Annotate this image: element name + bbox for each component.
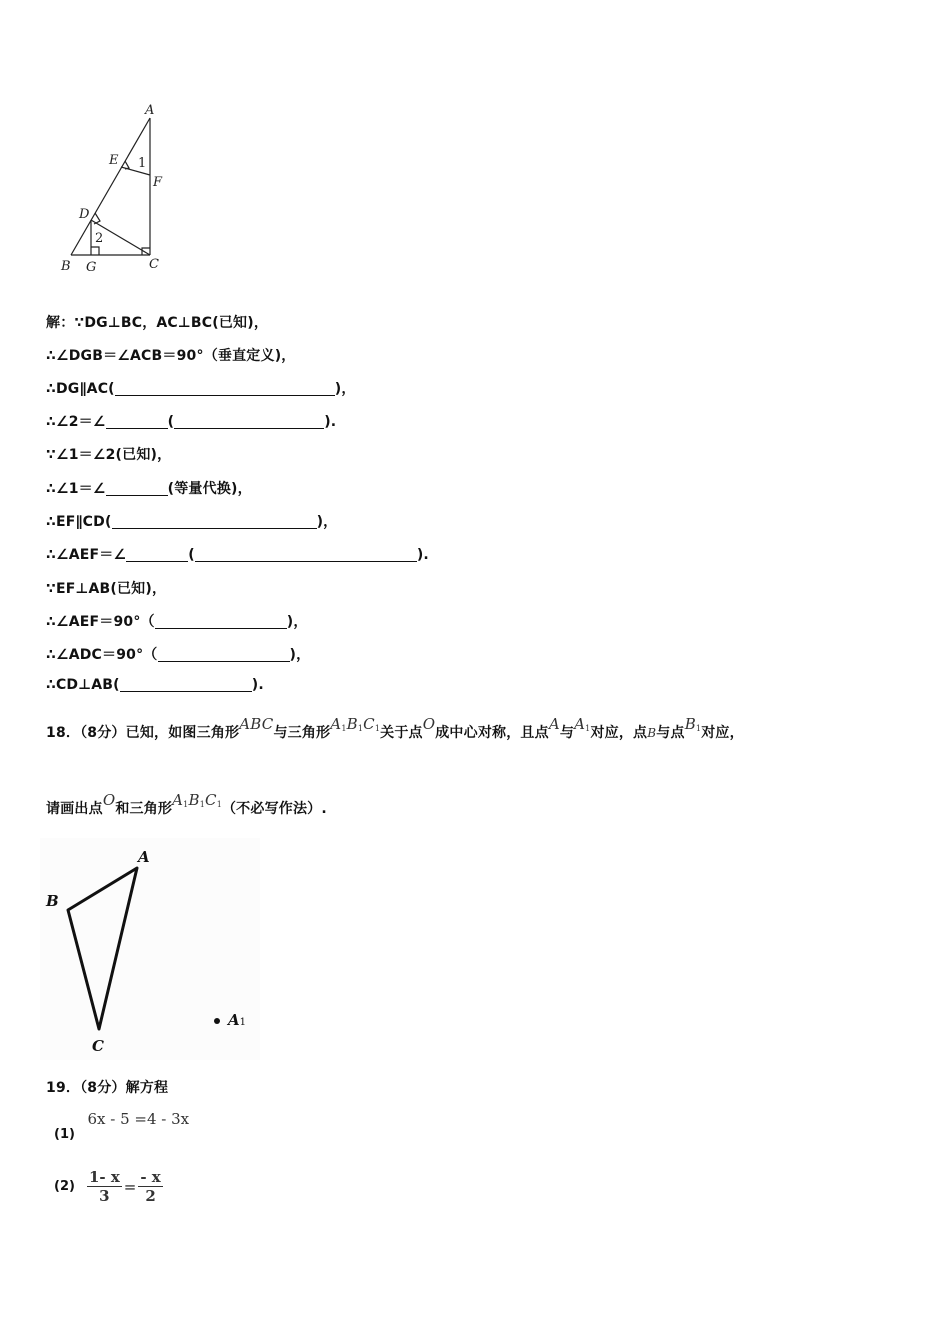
q19-title: 19．（8分）解方程 bbox=[46, 1080, 169, 1096]
proof-line-1: 解：∵DG⊥BC，AC⊥BC(已知)， bbox=[46, 315, 269, 331]
label-A: A bbox=[145, 103, 155, 118]
label-1: 1 bbox=[138, 156, 147, 171]
label-A: A bbox=[138, 848, 150, 866]
answer-blank[interactable] bbox=[158, 647, 290, 662]
label-B: B bbox=[46, 892, 59, 910]
label-G: G bbox=[86, 260, 97, 275]
proof-line-2: ∴∠DGB＝∠ACB＝90°（垂直定义)， bbox=[46, 348, 296, 364]
answer-blank[interactable] bbox=[174, 414, 324, 429]
answer-blank[interactable] bbox=[106, 481, 168, 496]
geometry-figure-1 bbox=[55, 100, 185, 280]
proof-line-4: ∴∠2＝∠ ( ). bbox=[46, 414, 337, 430]
label-A1: A1 bbox=[228, 1011, 247, 1029]
proof-line-9: ∵EF⊥AB(已知)， bbox=[46, 581, 167, 597]
part-label: (2) bbox=[54, 1179, 75, 1194]
proof-line-11: ∴∠ADC＝90°（ )， bbox=[46, 647, 311, 663]
label-2: 2 bbox=[95, 231, 104, 246]
q19-part-2: (2) $\frac{1- x}{3}$ = $\frac{- x}{2}$ bbox=[54, 1168, 161, 1205]
q18-text-line-1: 18．（8分）已知，如图三角形ABC与三角形$A_1B_1C_1$关于点O成中心对称，且点A与$A_1$对应，点B与点$B_1$对应， bbox=[46, 715, 744, 741]
answer-blank[interactable] bbox=[195, 547, 417, 562]
fraction-left: $\frac{1- x}{3}$ bbox=[88, 1168, 120, 1205]
label-C: C bbox=[149, 257, 159, 272]
label-D: D bbox=[79, 207, 90, 222]
answer-blank[interactable] bbox=[112, 514, 317, 529]
q19-part-1 bbox=[54, 1110, 190, 1142]
label-C: C bbox=[92, 1037, 104, 1055]
answer-blank[interactable] bbox=[120, 677, 252, 692]
answer-blank[interactable] bbox=[115, 381, 335, 396]
fraction-right: $\frac{- x}{2}$ bbox=[140, 1168, 161, 1205]
answer-blank[interactable] bbox=[126, 547, 188, 562]
q18-text-line-2: 请画出点O和三角形$A_1B_1C_1$（不必写作法）. bbox=[46, 791, 327, 817]
proof-line-3: ∴DG∥AC( )， bbox=[46, 381, 356, 397]
point-a1-dot bbox=[214, 1018, 220, 1024]
proof-line-7: ∴EF∥CD( )， bbox=[46, 514, 338, 530]
proof-line-6: ∴∠1＝∠ (等量代换)， bbox=[46, 481, 252, 497]
geometry-figure-2 bbox=[40, 838, 260, 1060]
proof-line-5: ∵∠1＝∠2(已知)， bbox=[46, 447, 172, 463]
proof-line-12: ∴CD⊥AB( ). bbox=[46, 677, 264, 693]
label-B: B bbox=[61, 259, 71, 274]
answer-blank[interactable] bbox=[106, 414, 168, 429]
answer-blank[interactable] bbox=[155, 614, 287, 629]
proof-line-8: ∴∠AEF＝∠ ( ). bbox=[46, 547, 429, 563]
part-label: (1) bbox=[54, 1127, 75, 1142]
label-F: F bbox=[153, 175, 163, 190]
label-E: E bbox=[109, 153, 119, 168]
proof-line-10: ∴∠AEF＝90°（ )， bbox=[46, 614, 308, 630]
equation-1: 6x - 5 =4 - 3x bbox=[87, 1110, 190, 1128]
